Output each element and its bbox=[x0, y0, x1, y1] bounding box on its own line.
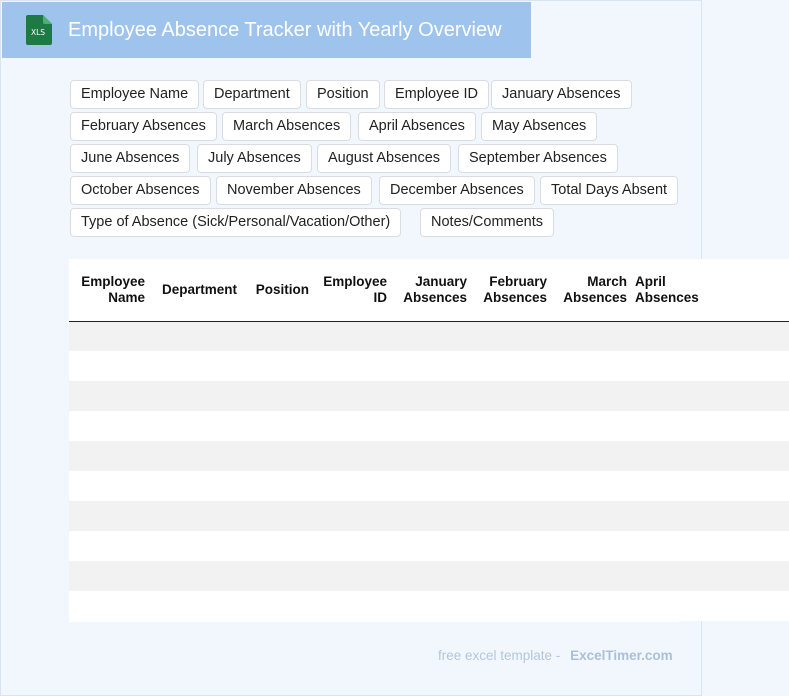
table-cell[interactable] bbox=[315, 381, 393, 411]
table-cell[interactable] bbox=[393, 321, 473, 351]
table-row bbox=[69, 561, 789, 591]
column-chip[interactable]: Notes/Comments bbox=[420, 208, 554, 237]
table-cell[interactable] bbox=[633, 321, 789, 351]
table-cell[interactable] bbox=[243, 441, 315, 471]
table-cell[interactable] bbox=[151, 471, 243, 501]
table-cell[interactable] bbox=[151, 381, 243, 411]
column-chip[interactable]: May Absences bbox=[481, 112, 597, 141]
column-chip[interactable]: November Absences bbox=[216, 176, 372, 205]
table-cell[interactable] bbox=[243, 531, 315, 561]
column-chip[interactable]: Total Days Absent bbox=[540, 176, 678, 205]
column-chip[interactable]: Employee ID bbox=[384, 80, 489, 109]
table-cell[interactable] bbox=[243, 591, 315, 621]
table-cell[interactable] bbox=[633, 351, 789, 381]
table-cell[interactable] bbox=[633, 441, 789, 471]
table-cell[interactable] bbox=[69, 321, 151, 351]
table-header-row bbox=[69, 259, 789, 321]
table-cell[interactable] bbox=[151, 531, 243, 561]
table-cell[interactable] bbox=[473, 471, 553, 501]
table-cell[interactable] bbox=[553, 441, 633, 471]
table-cell[interactable] bbox=[151, 591, 243, 621]
table-cell[interactable] bbox=[393, 561, 473, 591]
table-cell[interactable] bbox=[69, 471, 151, 501]
column-chip[interactable]: March Absences bbox=[222, 112, 351, 141]
table-cell[interactable] bbox=[553, 381, 633, 411]
table-row bbox=[69, 441, 789, 471]
footer-brand-link[interactable]: ExcelTimer.com bbox=[570, 648, 673, 663]
column-header[interactable]: January Absences bbox=[393, 259, 473, 321]
header-bar bbox=[2, 2, 531, 58]
table-cell[interactable] bbox=[633, 531, 789, 561]
table-cell[interactable] bbox=[553, 321, 633, 351]
table-cell[interactable] bbox=[553, 411, 633, 441]
table-cell[interactable] bbox=[151, 321, 243, 351]
table-cell[interactable] bbox=[393, 441, 473, 471]
table-cell[interactable] bbox=[315, 441, 393, 471]
table-cell[interactable] bbox=[473, 531, 553, 561]
table-cell[interactable] bbox=[473, 591, 553, 621]
xls-file-icon bbox=[24, 15, 52, 45]
column-chip[interactable]: July Absences bbox=[197, 144, 312, 173]
table-cell[interactable] bbox=[69, 561, 151, 591]
table-cell[interactable] bbox=[315, 411, 393, 441]
footer-text: free excel template - bbox=[438, 648, 561, 663]
table-cell[interactable] bbox=[553, 561, 633, 591]
column-chip[interactable]: June Absences bbox=[70, 144, 190, 173]
column-chip[interactable]: January Absences bbox=[491, 80, 632, 109]
table-cell[interactable] bbox=[633, 501, 789, 531]
table-cell[interactable] bbox=[243, 321, 315, 351]
column-header[interactable]: Employee Name bbox=[69, 259, 151, 321]
table-cell[interactable] bbox=[393, 501, 473, 531]
column-chip[interactable]: April Absences bbox=[358, 112, 476, 141]
table-cell[interactable] bbox=[553, 591, 633, 621]
table-cell[interactable] bbox=[393, 591, 473, 621]
table-cell[interactable] bbox=[243, 381, 315, 411]
footer-credit bbox=[438, 648, 673, 663]
table-cell[interactable] bbox=[243, 351, 315, 381]
table-cell[interactable] bbox=[633, 561, 789, 591]
table-cell[interactable] bbox=[243, 471, 315, 501]
table-cell[interactable] bbox=[553, 471, 633, 501]
table-cell[interactable] bbox=[393, 381, 473, 411]
table-row bbox=[69, 501, 789, 531]
table-cell[interactable] bbox=[243, 411, 315, 441]
table-cell[interactable] bbox=[473, 411, 553, 441]
table-row bbox=[69, 351, 789, 381]
table-row bbox=[69, 591, 789, 621]
column-chip[interactable]: August Absences bbox=[317, 144, 451, 173]
table-cell[interactable] bbox=[315, 471, 393, 501]
column-chip[interactable]: Employee Name bbox=[70, 80, 199, 109]
table-cell[interactable] bbox=[151, 561, 243, 591]
column-header[interactable]: Position bbox=[243, 259, 315, 321]
table-cell[interactable] bbox=[473, 441, 553, 471]
table-cell[interactable] bbox=[69, 381, 151, 411]
column-header[interactable]: March Absences bbox=[553, 259, 633, 321]
table-cell[interactable] bbox=[315, 501, 393, 531]
table-cell[interactable] bbox=[243, 501, 315, 531]
table-cell[interactable] bbox=[473, 381, 553, 411]
table-cell[interactable] bbox=[151, 441, 243, 471]
column-chip[interactable]: October Absences bbox=[70, 176, 211, 205]
table-cell[interactable] bbox=[553, 351, 633, 381]
absence-table bbox=[69, 259, 699, 622]
column-chip[interactable]: February Absences bbox=[70, 112, 217, 141]
column-header[interactable]: April Absences bbox=[633, 259, 789, 321]
table-cell[interactable] bbox=[315, 591, 393, 621]
table-cell[interactable] bbox=[553, 531, 633, 561]
xls-icon-label: XLS bbox=[30, 28, 46, 37]
table-cell[interactable] bbox=[393, 531, 473, 561]
column-chip[interactable]: Position bbox=[306, 80, 380, 109]
table-cell[interactable] bbox=[69, 591, 151, 621]
table-cell[interactable] bbox=[315, 561, 393, 591]
table-cell[interactable] bbox=[633, 591, 789, 621]
column-chip[interactable]: December Absences bbox=[379, 176, 535, 205]
table-cell[interactable] bbox=[633, 381, 789, 411]
column-chip[interactable]: Department bbox=[203, 80, 301, 109]
table-row bbox=[69, 471, 789, 501]
table-cell[interactable] bbox=[151, 501, 243, 531]
table-cell[interactable] bbox=[69, 501, 151, 531]
table-cell[interactable] bbox=[69, 531, 151, 561]
table-cell[interactable] bbox=[553, 501, 633, 531]
table-cell[interactable] bbox=[633, 411, 789, 441]
page-title: Employee Absence Tracker with Yearly Overview bbox=[68, 19, 502, 41]
table-cell[interactable] bbox=[473, 321, 553, 351]
table-row bbox=[69, 411, 789, 441]
table-row bbox=[69, 321, 789, 351]
table-cell[interactable] bbox=[151, 411, 243, 441]
table-cell[interactable] bbox=[315, 321, 393, 351]
table-cell[interactable] bbox=[393, 411, 473, 441]
table-cell[interactable] bbox=[69, 411, 151, 441]
column-header[interactable]: Employee ID bbox=[315, 259, 393, 321]
table-cell[interactable] bbox=[393, 351, 473, 381]
column-chip[interactable]: September Absences bbox=[458, 144, 618, 173]
table-cell[interactable] bbox=[473, 561, 553, 591]
table-cell[interactable] bbox=[393, 471, 473, 501]
table-cell[interactable] bbox=[473, 501, 553, 531]
column-header[interactable]: February Absences bbox=[473, 259, 553, 321]
table-cell[interactable] bbox=[315, 531, 393, 561]
column-header[interactable]: Department bbox=[151, 259, 243, 321]
table-cell[interactable] bbox=[69, 351, 151, 381]
table-row bbox=[69, 531, 789, 561]
table-cell[interactable] bbox=[473, 351, 553, 381]
table-cell[interactable] bbox=[315, 351, 393, 381]
column-chip[interactable]: Type of Absence (Sick/Personal/Vacation/Other) bbox=[70, 208, 401, 237]
table-cell[interactable] bbox=[633, 471, 789, 501]
table-cell[interactable] bbox=[243, 561, 315, 591]
table-row bbox=[69, 381, 789, 411]
table-cell[interactable] bbox=[69, 441, 151, 471]
table-cell[interactable] bbox=[151, 351, 243, 381]
